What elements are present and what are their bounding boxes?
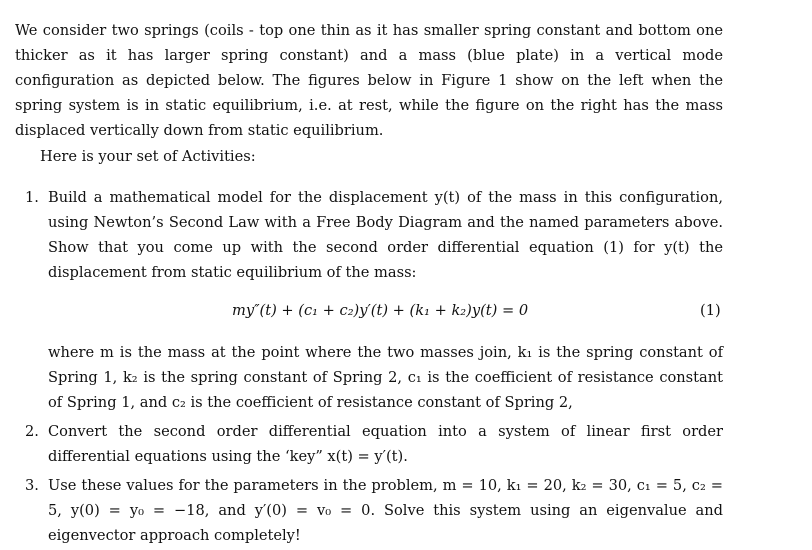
intro-paragraph: We consider two springs (coils - top one thin as it has smaller spring constant and bottom one thicker as it has larger spring constant) and a mass (blue plate) in a vertical mode configuration as depicted below. The figures below in Figure 1 show on the left when the spring system is in static equilibrium, i.e. at rest, while the figure on the right has the mass displaced vertically down from static equilibrium.	[15, 22, 723, 139]
activity-number: 3.	[25, 477, 39, 494]
activity-item-1	[25, 185, 723, 285]
activity-text: Convert the second order differential equation into a system of linear first order differential equations using the ‘key” x(t) = y′(t).	[48, 423, 723, 465]
equation-explanation: where m is the mass at the point where the two masses join, k₁ is the spring constant of Spring 1, k₂ is the spring constant of Spring 2, c₁ is the coefficient of resistance constant of Spring 1, and c₂ is the coefficient of resistance constant of Spring 2,	[48, 344, 723, 411]
activity-number: 2.	[25, 423, 39, 440]
equation-number: (1)	[700, 302, 721, 319]
activities-lead: Here is your set of Activities:	[40, 148, 256, 165]
differential-equation: my″(t) + (c₁ + c₂)y′(t) + (k₁ + k₂)y(t) = 0	[232, 302, 529, 319]
activity-item-3	[25, 473, 723, 548]
activity-text: Use these values for the parameters in the problem, m = 10, k₁ = 20, k₂ = 30, c₁ = 5, c₂ = 5, y(0) = y₀ = −18, and y′(0) = v₀ = 0. Solve this system using an eigenvalue and eigenvector approach completely!	[48, 477, 723, 544]
activity-text: Build a mathematical model for the displacement y(t) of the mass in this configuration, using Newton’s Second Law with a Free Body Diagram and the named parameters above. Show that you come up with the second order differential equation (1) for y(t) the displacement from static equilibrium of the mass:	[48, 189, 723, 281]
equation-row	[0, 298, 812, 326]
activity-item-2	[25, 419, 723, 469]
activity-number: 1.	[25, 189, 39, 206]
